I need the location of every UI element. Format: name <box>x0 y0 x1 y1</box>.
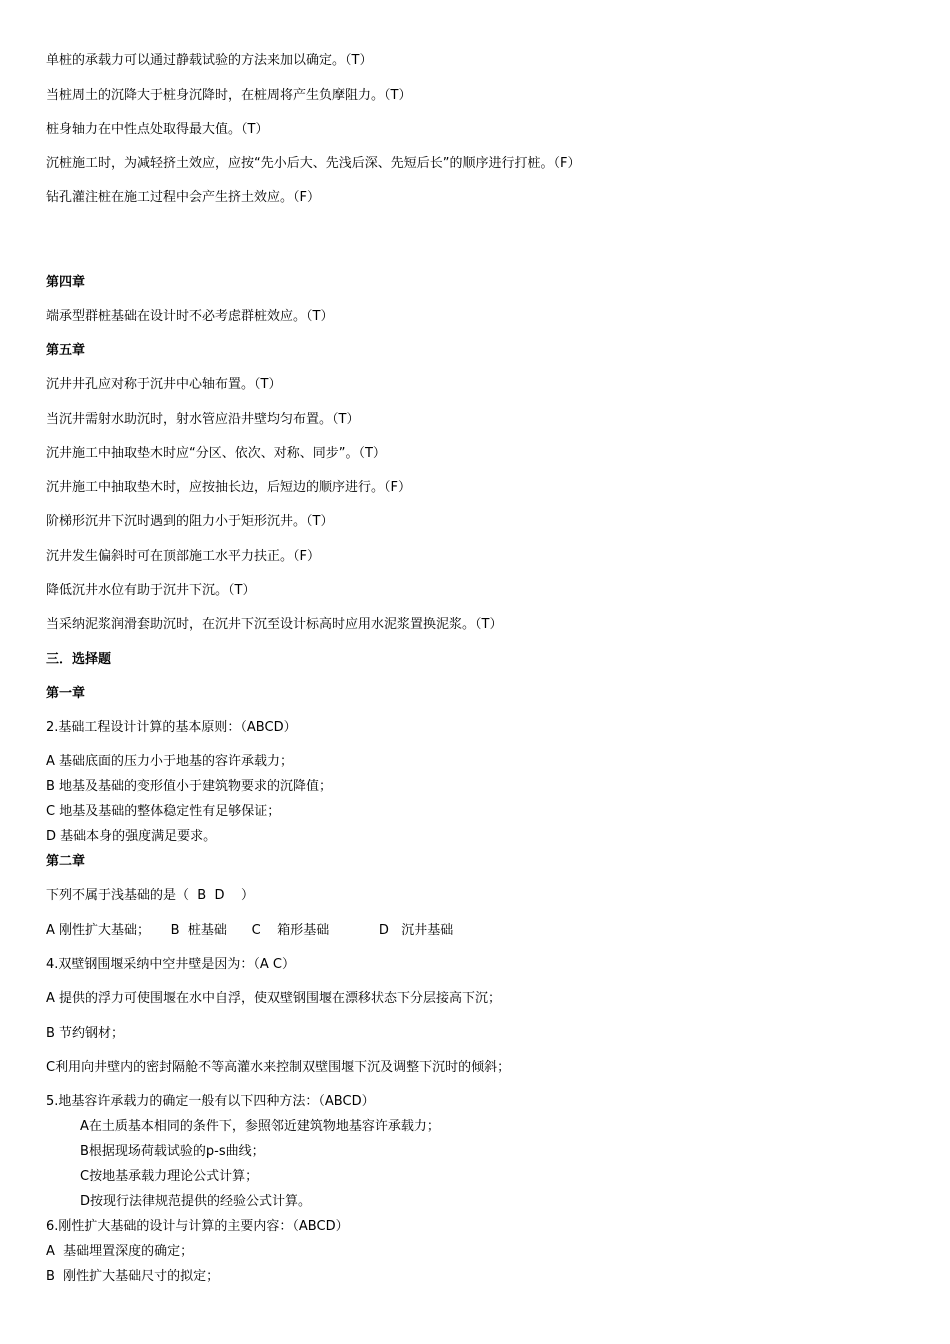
text-line: 沉井施工中抽取垫木时应“分区、依次、对称、同步”。（T） <box>46 446 386 461</box>
text-line: 沉井发生偏斜时可在顶部施工水平力扶正。（F） <box>46 549 320 564</box>
chapter-heading: 第五章 <box>46 343 86 358</box>
text-line: 沉桩施工时，为减轻挤土效应，应按“先小后大、先浅后深、先短后长”的顺序进行打桩。（F） <box>46 156 581 171</box>
option-line: B 刚性扩大基础尺寸的拟定； <box>46 1269 220 1284</box>
text-line: 沉井井孔应对称于沉井中心轴布置。（T） <box>46 377 282 392</box>
question-line: 4.双壁钢围堰采纳中空井壁是因为：（A C） <box>46 957 296 972</box>
option-line: B根据现场荷载试验的p-s曲线； <box>80 1144 265 1159</box>
option-line: A 基础埋置深度的确定； <box>46 1244 194 1259</box>
option-line: B 地基及基础的变形值小于建筑物要求的沉降值； <box>46 779 333 794</box>
section-heading: 三．选择题 <box>46 652 112 667</box>
option-line: A 基础底面的压力小于地基的容许承载力； <box>46 754 294 769</box>
chapter-heading: 第二章 <box>46 854 86 869</box>
text-line: 端承型群桩基础在设计时不必考虑群桩效应。（T） <box>46 309 334 324</box>
option-line: A 刚性扩大基础； B 桩基础 C 箱形基础 D 沉井基础 <box>46 923 454 938</box>
chapter-heading: 第四章 <box>46 275 86 290</box>
option-line: D按现行法律规范提供的经验公式计算。 <box>80 1194 312 1209</box>
question-line: 2.基础工程设计计算的基本原则：（ABCD） <box>46 720 297 735</box>
question-line: 6.刚性扩大基础的设计与计算的主要内容：（ABCD） <box>46 1219 349 1234</box>
text-line: 阶梯形沉井下沉时遇到的阻力小于矩形沉井。（T） <box>46 514 334 529</box>
text-line: 沉井施工中抽取垫木时，应按抽长边，后短边的顺序进行。（F） <box>46 480 411 495</box>
option-line: C利用向井壁内的密封隔舱不等高灌水来控制双壁围堰下沉及调整下沉时的倾斜； <box>46 1060 511 1075</box>
option-line: A 提供的浮力可使围堰在水中自浮，使双壁钢围堰在漂移状态下分层接高下沉； <box>46 991 502 1006</box>
text-line: 单桩的承载力可以通过静载试验的方法来加以确定。（T） <box>46 53 373 68</box>
question-line: 下列不属于浅基础的是（ B D ） <box>46 888 254 903</box>
option-line: A在土质基本相同的条件下，参照邻近建筑物地基容许承载力； <box>80 1119 440 1134</box>
text-line: 钻孔灌注桩在施工过程中会产生挤土效应。（F） <box>46 190 320 205</box>
text-line: 当采纳泥浆润滑套助沉时，在沉井下沉至设计标高时应用水泥浆置换泥浆。（T） <box>46 617 503 632</box>
text-line: 降低沉井水位有助于沉井下沉。（T） <box>46 583 256 598</box>
text-line: 当沉井需射水助沉时，射水管应沿井壁均匀布置。（T） <box>46 412 360 427</box>
option-line: D 基础本身的强度满足要求。 <box>46 829 217 844</box>
chapter-heading: 第一章 <box>46 686 86 701</box>
text-line: 桩身轴力在中性点处取得最大值。（T） <box>46 122 269 137</box>
option-line: C按地基承载力理论公式计算； <box>80 1169 259 1184</box>
option-line: C 地基及基础的整体稳定性有足够保证； <box>46 804 281 819</box>
text-line: 当桩周土的沉降大于桩身沉降时，在桩周将产生负摩阻力。（T） <box>46 88 412 103</box>
question-line: 5.地基容许承载力的确定一般有以下四种方法：（ABCD） <box>46 1094 375 1109</box>
option-line: B 节约钢材； <box>46 1026 125 1041</box>
